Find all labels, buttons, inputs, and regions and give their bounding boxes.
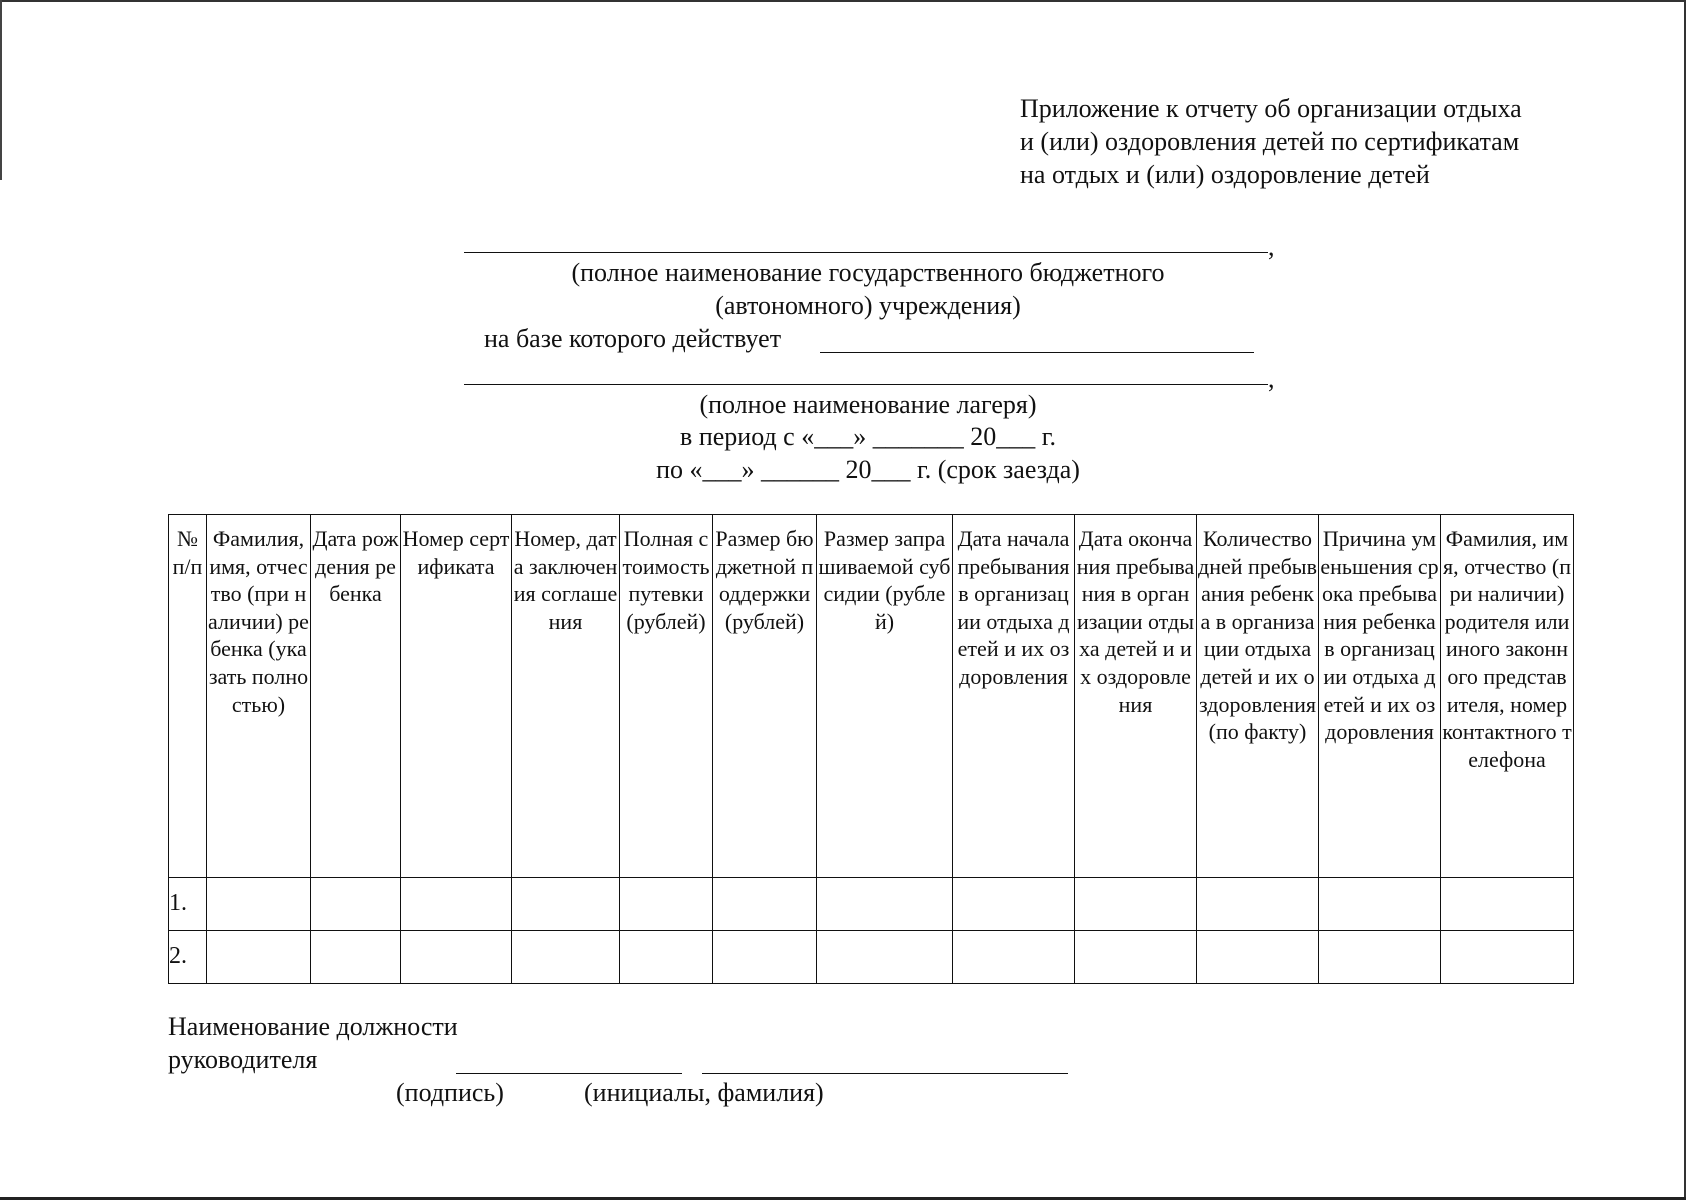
header-parent-info: Фамилия, имя, отчество (при наличии) родителя или иного законного представителя, номер контактного телефона: [1441, 515, 1574, 878]
header-agreement: Номер, дата заключения соглашения: [512, 515, 620, 878]
appendix-line-2: и (или) оздоровления детей по сертификатам: [1020, 127, 1520, 156]
header-birth-date: Дата рождения ребенка: [311, 515, 401, 878]
institution-name-blank: [464, 252, 1268, 253]
header-budget-support: Размер бюджетной поддержки (рублей): [713, 515, 817, 878]
position-label-line-2: руководителя: [168, 1045, 318, 1074]
table-cell: [953, 878, 1075, 931]
table-cell: [401, 931, 512, 984]
table-cell: [1197, 878, 1319, 931]
table-row: [169, 878, 1574, 931]
period-from: в период с «___» _______ 20___ г.: [680, 422, 1056, 451]
position-label-line-1: Наименование должности: [168, 1012, 458, 1041]
table-cell: [713, 931, 817, 984]
table-cell: [401, 878, 512, 931]
signature-caption: (подпись): [396, 1078, 504, 1107]
table-cell: [620, 931, 713, 984]
table-cell: [512, 878, 620, 931]
institution-caption-line-1: (полное наименование государственного бюджетного: [571, 258, 1165, 287]
camp-name-blank: [464, 384, 1268, 385]
name-caption: (инициалы, фамилия): [584, 1078, 824, 1107]
table-cell: [207, 878, 311, 931]
institution-comma: ,: [1268, 232, 1275, 261]
table-cell: [512, 931, 620, 984]
signature-block: [168, 1010, 458, 1076]
header-number: № п/п: [169, 515, 207, 878]
table-cell: [713, 878, 817, 931]
row-number: 2.: [169, 931, 207, 984]
table-cell: [1441, 878, 1574, 931]
name-blank: [702, 1073, 1068, 1074]
header-start-date: Дата начала пребывания в организации отдыха детей и их оздоровления: [953, 515, 1075, 878]
table-cell: [817, 878, 953, 931]
table-cell: [953, 931, 1075, 984]
table-cell: [817, 931, 953, 984]
table-cell: [620, 878, 713, 931]
based-on-label: на базе которого действует: [484, 324, 782, 353]
table-cell: [1075, 878, 1197, 931]
signature-blank: [456, 1073, 682, 1074]
table-cell: [1197, 931, 1319, 984]
scan-edge-top: [0, 0, 1686, 2]
table-cell: [1319, 931, 1441, 984]
table-cell: [1075, 931, 1197, 984]
table-cell: [207, 931, 311, 984]
header-reduction-reason: Причина уменьшения срока пребывания ребенка в организации отдыха детей и их оздоровления: [1319, 515, 1441, 878]
table-cell: [311, 878, 401, 931]
header-full-cost: Полная стоимость путевки (рублей): [620, 515, 713, 878]
based-on-blank: [820, 352, 1254, 353]
period-to: по «___» ______ 20___ г. (срок заезда): [656, 455, 1080, 484]
row-number: 1.: [169, 878, 207, 931]
camp-comma: ,: [1268, 364, 1275, 393]
header-child-name: Фамилия, имя, отчество (при наличии) ребенка (указать полностью): [207, 515, 311, 878]
header-requested-subsidy: Размер запрашиваемой субсидии (рублей): [817, 515, 953, 878]
table-cell: [1441, 931, 1574, 984]
table-row: [169, 931, 1574, 984]
institution-caption-line-2: (автономного) учреждения): [715, 291, 1021, 320]
appendix-line-3: на отдых и (или) оздоровление детей: [1020, 160, 1430, 189]
scan-edge-left: [0, 0, 2, 180]
report-table: [168, 514, 1574, 984]
table-cell: [311, 931, 401, 984]
table-header-row: [169, 515, 1574, 878]
header-days-count: Количество дней пребывания ребенка в организации отдыха детей и их оздоровления (по факту): [1197, 515, 1319, 878]
header-certificate-number: Номер сертификата: [401, 515, 512, 878]
camp-caption: (полное наименование лагеря): [699, 390, 1037, 419]
appendix-header: [1020, 92, 1620, 191]
appendix-line-1: Приложение к отчету об организации отдыха: [1020, 94, 1522, 123]
table-cell: [1319, 878, 1441, 931]
header-end-date: Дата окончания пребывания в организации отдыха детей и их оздоровления: [1075, 515, 1197, 878]
